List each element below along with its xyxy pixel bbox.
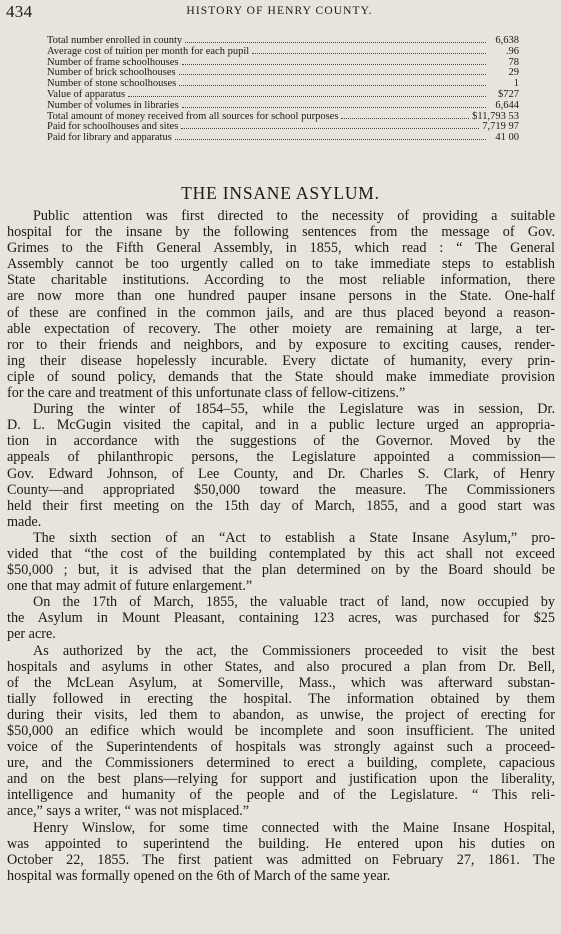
text-line: ror to their friends and neighbors, and by exposure to exciting causes, render- [7, 336, 555, 353]
text-line: Henry Winslow, for some time connected with the Maine Insane Hospital, [33, 819, 555, 836]
text-line: one that may admit of future enlargement.” [7, 578, 253, 595]
dot-leader [128, 96, 486, 97]
stat-row [47, 47, 519, 58]
dot-leader [175, 139, 486, 140]
dot-leader [182, 64, 486, 65]
text-line: ing their disease hopelessly incurable. Every dictate of humanity, every prin- [7, 352, 555, 369]
text-line: D. L. McGugin visited the capital, and in a public lecture urged an appropria- [7, 417, 555, 434]
text-line: $50,000 an edifice which would be incomplete and soon insufficient. The united [7, 723, 555, 739]
text-line: On the 17th of March, 1855, the valuable tract of land, now occupied by [33, 594, 555, 611]
text-line: per acre. [7, 626, 56, 643]
text-line: vided that “the cost of the building contemplated by this act shall not exceed [7, 545, 555, 562]
text-line: State charitable institutions. According to the most reliable information, there [7, 272, 555, 289]
text-line: of the McLean Asylum, at Somerville, Mass., which was afterward substan- [7, 674, 555, 691]
text-line: for the care and treatment of this unfortunate class of fellow-citizens.” [7, 385, 406, 402]
stat-label: Paid for library and apparatus [47, 132, 172, 144]
stat-value: 78 [508, 56, 519, 68]
text-line: held their first meeting on the 15th day of March, 1855, and a good start was [7, 497, 555, 514]
stat-value: 41 00 [495, 132, 519, 144]
stat-label: Number of brick schoolhouses [47, 67, 176, 79]
text-line: made. [7, 513, 42, 530]
text-line: ure, and the Commissioners determined to erect a building, complete, capacious [7, 755, 555, 772]
body-text [7, 208, 555, 884]
stat-label: Number of volumes in libraries [47, 99, 179, 111]
text-line: during their visits, led them to abandon, as unwise, the project of erecting for [7, 706, 555, 723]
text-line: voice of the Superintendents of hospitals was strongly against such a proceed- [7, 739, 555, 756]
dot-leader [179, 85, 486, 86]
dot-leader [182, 107, 486, 108]
text-line: able expectation of recovery. The other moiety are remaining at large, a ter- [7, 320, 555, 337]
dot-leader [341, 118, 469, 119]
stat-value: 29 [508, 67, 519, 79]
stat-row [47, 101, 519, 112]
text-line: As authorized by the act, the Commissioners proceeded to visit the best [33, 642, 555, 659]
text-line: intelligence and humanity of the people and of the Legislature. “ This reli- [7, 787, 555, 804]
text-line: hospital was formally opened on the 6th of March of the same year. [7, 867, 391, 884]
school-statistics-table [47, 36, 519, 144]
dot-leader [181, 128, 479, 129]
text-line: tion in accordance with the suggestions of the Governor. Moved by the [7, 433, 555, 450]
text-line: and on the best plans—relying for support and justification upon the liberality, [7, 771, 555, 788]
page-header [6, 2, 553, 22]
page-number: 434 [6, 2, 33, 21]
text-line: Public attention was first directed to the necessity of providing a suitable [33, 208, 555, 224]
text-line: was appointed to superintend the building. He entered upon his duties on [7, 835, 555, 852]
stat-value: 7,719 97 [482, 121, 519, 133]
text-line: hospital for the insane by the following sentences from the message of Gov. [7, 224, 555, 241]
stat-label: Value of apparatus [47, 88, 126, 100]
text-line: During the winter of 1854–55, while the Legislature was in session, Dr. [33, 401, 555, 418]
text-line: ciple of sound policy, demands that the State should make immediate provision [7, 368, 555, 385]
running-head: HISTORY OF HENRY COUNTY. [186, 5, 373, 17]
stat-label: Paid for schoolhouses and sites [47, 121, 179, 133]
text-line: of these are confined in the common jails, and are thus placed beyond a reason- [7, 304, 555, 321]
stat-value: .96 [505, 45, 519, 57]
stat-label: Average cost of tuition per month for each pupil [47, 45, 250, 57]
text-line: October 22, 1855. The first patient was admitted on February 27, 1861. The [7, 851, 555, 868]
dot-leader [252, 53, 486, 54]
text-line: Grimes to the Fifth General Assembly, in 1855, which read : “ The General [7, 240, 555, 257]
text-line: are now more than one hundred pauper insane persons in the State. One-half [7, 288, 555, 305]
text-line: hospitals and asylums in other States, and also procured a plan from Dr. Bell, [7, 658, 555, 675]
text-line: Assembly cannot be too urgently called on to take immediate steps to establish [7, 256, 555, 273]
stat-row [47, 133, 519, 144]
text-line: ance,” says a writer, “ was not misplaced.” [7, 803, 250, 820]
dot-leader [185, 42, 486, 43]
stat-label: Total number enrolled in county [47, 35, 183, 46]
text-line: tially followed in erecting the hospital. The information obtained by them [7, 690, 555, 707]
stat-label: Total amount of money received from all sources for school purposes [47, 110, 339, 122]
text-line: appeals of philanthropic persons, the Legislature appointed a commission— [7, 449, 555, 466]
dot-leader [179, 74, 486, 75]
stat-label: Number of stone schoolhouses [47, 78, 177, 90]
stat-value: 6,638 [495, 35, 519, 46]
text-line: Gov. Edward Johnson, of Lee County, and Dr. Charles S. Clark, of Henry [7, 465, 555, 482]
section-title: THE INSANE ASYLUM. [181, 183, 380, 203]
stat-value: 1 [513, 78, 519, 90]
text-line: $50,000 ; but, it is advised that the plan determined on by the Board should be [7, 562, 555, 579]
stat-value: $727 [498, 88, 519, 100]
text-line: the Asylum in Mount Pleasant, containing 123 acres, was purchased for $25 [7, 610, 555, 627]
stat-value: 6,644 [495, 99, 519, 111]
text-line: The sixth section of an “Act to establish a State Insane Asylum,” pro- [33, 529, 555, 546]
stat-label: Number of frame schoolhouses [47, 56, 179, 68]
text-line: County—and appropriated $50,000 toward the measure. The Commissioners [7, 481, 555, 498]
stat-value: $11,793 53 [472, 110, 519, 122]
